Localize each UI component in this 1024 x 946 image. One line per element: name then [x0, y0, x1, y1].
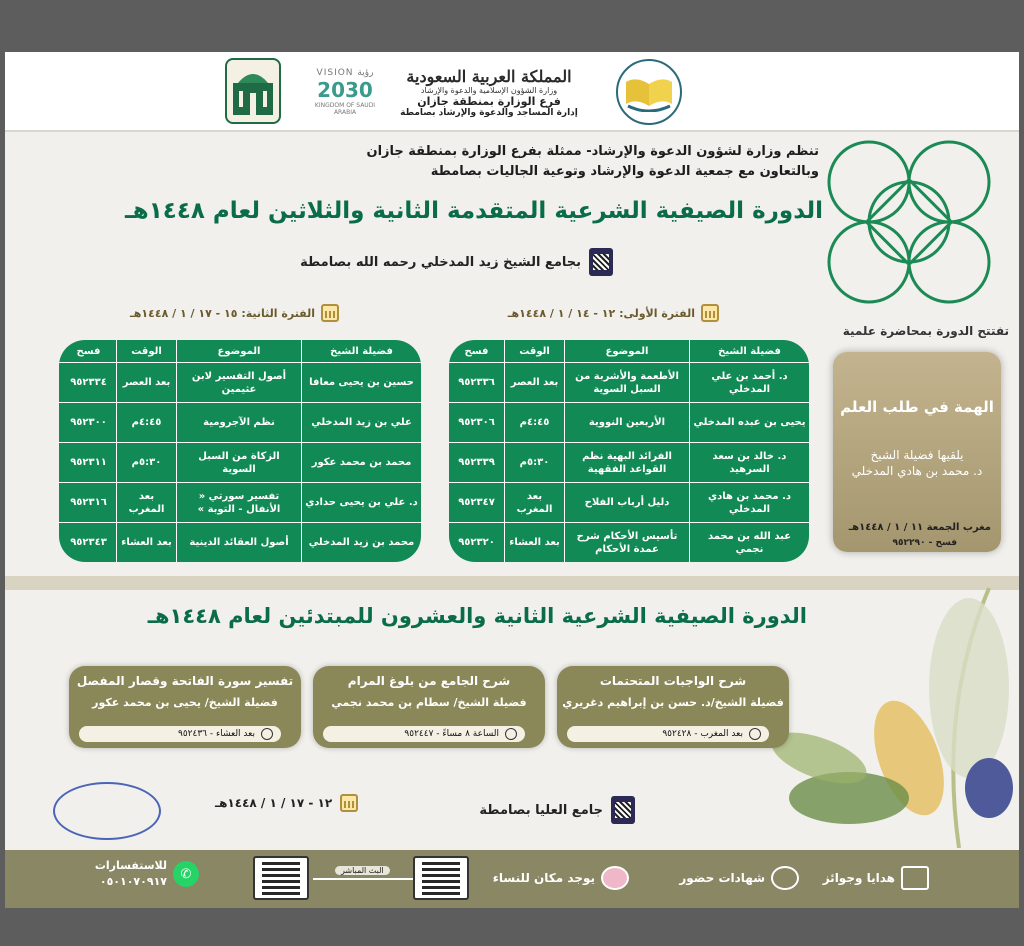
mosque-location [300, 248, 613, 276]
lecture-fasah: فسح - ٩٥٢٢٩٠ [892, 538, 957, 548]
period-1 [508, 304, 719, 322]
header-shaykh: فضيلة الشيخ [689, 340, 809, 362]
poster [5, 52, 1019, 908]
header-fasah: فسح [76, 345, 101, 357]
lecture-label: تفتتح الدورة بمحاضرة علمية [842, 324, 1009, 338]
clock-icon [261, 728, 273, 740]
period-2-text: الفترة الثانية: ١٥ - ١٧ / ١ / ١٤٤٨هـ [130, 306, 315, 320]
contact-item[interactable] [95, 858, 199, 890]
table-row: د. أحمد بن علي المدخلي الأطعمة والأشربة من السبل السوية بعد العصر ٩٥٢٣٣٦ [449, 362, 809, 402]
mosque-qr-icon [611, 796, 635, 824]
table-row: د. محمد بن هادي المدخلي دليل أرباب الفلاح بعد المغرب ٩٥٢٣٤٧ [449, 482, 809, 522]
beginners-mosque-name: جامع العليا بصامطة [479, 802, 603, 818]
vision-year: 2030 [317, 78, 373, 102]
calendar-icon [321, 304, 339, 322]
department-name: إدارة المساجد والدعوة والإرشاد بصامطة [400, 107, 578, 118]
table-row: د. خالد بن سعد السرهيد الفرائد البهية نظم القواعد الفقهية ٥:٣٠م ٩٥٢٣٣٩ [449, 442, 809, 482]
table-row: حسين بن يحيى معافا أصول التفسير لابن عثيمين بعد العصر ٩٥٢٣٣٤ [59, 362, 421, 402]
beginners-date-text: ١٢ - ١٧ / ١ / ١٤٤٨هـ [215, 796, 333, 810]
logo-band [5, 52, 1019, 132]
schedule-table-period-1 [449, 340, 809, 562]
table-header [449, 340, 809, 362]
women-area-item: يوجد مكان للنساء [493, 866, 629, 890]
ministry-emblem-icon [225, 58, 281, 124]
course-card [69, 666, 301, 748]
vision-label: VISION رؤية [316, 68, 374, 78]
intro-text [219, 142, 819, 182]
live-qr-1[interactable] [413, 856, 469, 900]
course-card [557, 666, 789, 748]
contact-phone[interactable]: ٠٥٠١٠٧٠٩١٧ [99, 875, 167, 888]
schedule-table-period-2 [59, 340, 421, 562]
live-qr-2[interactable] [253, 856, 309, 900]
header-time: الوقت [116, 340, 176, 362]
leaves-decoration-icon [759, 548, 1019, 848]
course-title: تفسير سورة الفاتحة وقصار المفصل [76, 674, 294, 688]
woman-icon [601, 866, 629, 890]
table-row: يحيى بن عبده المدخلي الأربعين النووية ٤:٤٥م ٩٥٢٣٠٦ [449, 402, 809, 442]
course-meta: بعد المغرب - ٩٥٢٤٢٨ [567, 726, 769, 742]
calendar-icon [701, 304, 719, 322]
mosque-emblem-icon [230, 63, 276, 119]
ministry-name: وزارة الشؤون الإسلامية والدعوة والإرشاد [420, 85, 558, 95]
course-card [313, 666, 545, 748]
vision-2030-logo [305, 58, 385, 126]
contact-label: للاستفسارات [94, 859, 167, 872]
header-topic: الموضوع [176, 340, 301, 362]
official-stamp-icon [53, 782, 161, 840]
geometric-pattern-icon [809, 122, 1019, 322]
lecture-date: مغرب الجمعة ١١ / ١ / ١٤٤٨هـ [848, 522, 991, 533]
vision-country: KINGDOM OF SAUDI ARABIA [314, 102, 376, 116]
course-title: شرح الواجبات المتحتمات [599, 674, 747, 688]
beginners-mosque [479, 796, 635, 824]
course-meta: الساعة ٨ مساءً - ٩٥٢٤٤٧ [323, 726, 525, 742]
arrow-icon [313, 878, 413, 888]
gift-icon [901, 866, 929, 890]
header-time: الوقت [504, 340, 564, 362]
certificates-item: شهادات حضور [679, 866, 799, 890]
mosque-name: بجامع الشيخ زيد المدخلي رحمه الله بصامطة [300, 254, 581, 270]
clock-icon [749, 728, 761, 740]
header-shaykh: فضيلة الشيخ [301, 340, 421, 362]
beginners-title: الدورة الصيفية الشرعية الثانية والعشرون للمبتدئين لعام ١٤٤٨هـ [147, 604, 807, 628]
qr-code-icon[interactable] [253, 856, 309, 900]
mosque-qr-icon [589, 248, 613, 276]
course-title: شرح الجامع من بلوغ المرام [347, 674, 511, 688]
course-shaykh: فضيلة الشيخ/ سطام بن محمد نجمي [331, 696, 527, 709]
clock-icon [505, 728, 517, 740]
course-meta: بعد العشاء - ٩٥٢٤٣٦ [79, 726, 281, 742]
lecture-by: يلقيها فضيلة الشيخ [870, 448, 964, 462]
table-row: علي بن زيد المدخلي نظم الآجرومية ٤:٤٥م ٩٥٢٣٠٠ [59, 402, 421, 442]
intro-line-2: وبالتعاون مع جمعية الدعوة والإرشاد وتوعية الجاليات بصامطة [430, 164, 819, 179]
intro-line-1: تنظم وزارة لشؤون الدعوة والإرشاد- ممثلة بفرع الوزارة بمنطقة جازان [366, 144, 819, 159]
table-row: د. علي بن يحيى حدادي تفسير سورتي « الأنفال - التوبة » بعد المغرب ٩٥٢٣١٦ [59, 482, 421, 522]
calendar-icon [340, 794, 358, 812]
period-1-text: الفترة الأولى: ١٢ - ١٤ / ١ / ١٤٤٨هـ [507, 306, 695, 320]
ministry-logo [389, 58, 589, 126]
qr-code-icon[interactable] [413, 856, 469, 900]
beginners-date [215, 794, 358, 812]
kingdom-name: المملكة العربية السعودية [406, 66, 572, 86]
live-broadcast-label: البث المباشر [335, 866, 390, 875]
table-header [59, 340, 421, 362]
table-row: عبد الله بن محمد نجمي تأسيس الأحكام شرح عمدة الأحكام بعد العشاء ٩٥٢٣٢٠ [449, 522, 809, 562]
book-logo-icon [616, 59, 682, 125]
association-logo [609, 58, 689, 126]
course-shaykh: فضيلة الشيخ/ يحيى بن محمد عكور [92, 696, 278, 709]
lecture-title: الهمة في طلب العلم [840, 398, 994, 416]
lecture-speaker: د. محمد بن هادي المدخلي [851, 464, 983, 478]
whatsapp-icon[interactable]: ✆ [173, 861, 199, 887]
course-shaykh: فضيلة الشيخ/د. حسن بن إبراهيم دغريري [562, 696, 784, 709]
main-title: الدورة الصيفية الشرعية المتقدمة الثانية والثلاثين لعام ١٤٤٨هـ [124, 198, 823, 224]
period-2 [130, 304, 339, 322]
table-row: محمد بن محمد عكور الزكاة من السبل السوية ٥:٣٠م ٩٥٢٣١١ [59, 442, 421, 482]
branch-name: فرع الوزارة بمنطقة جازان [417, 94, 561, 108]
footer-bar [5, 850, 1019, 908]
header-fasah: فسح [464, 345, 489, 357]
header-topic: الموضوع [564, 340, 689, 362]
gifts-item: هدايا وجوائز [823, 866, 929, 890]
table-row: محمد بن زيد المدخلي أصول العقائد الدينية بعد العشاء ٩٥٢٣٤٣ [59, 522, 421, 562]
certificate-icon [771, 866, 799, 890]
